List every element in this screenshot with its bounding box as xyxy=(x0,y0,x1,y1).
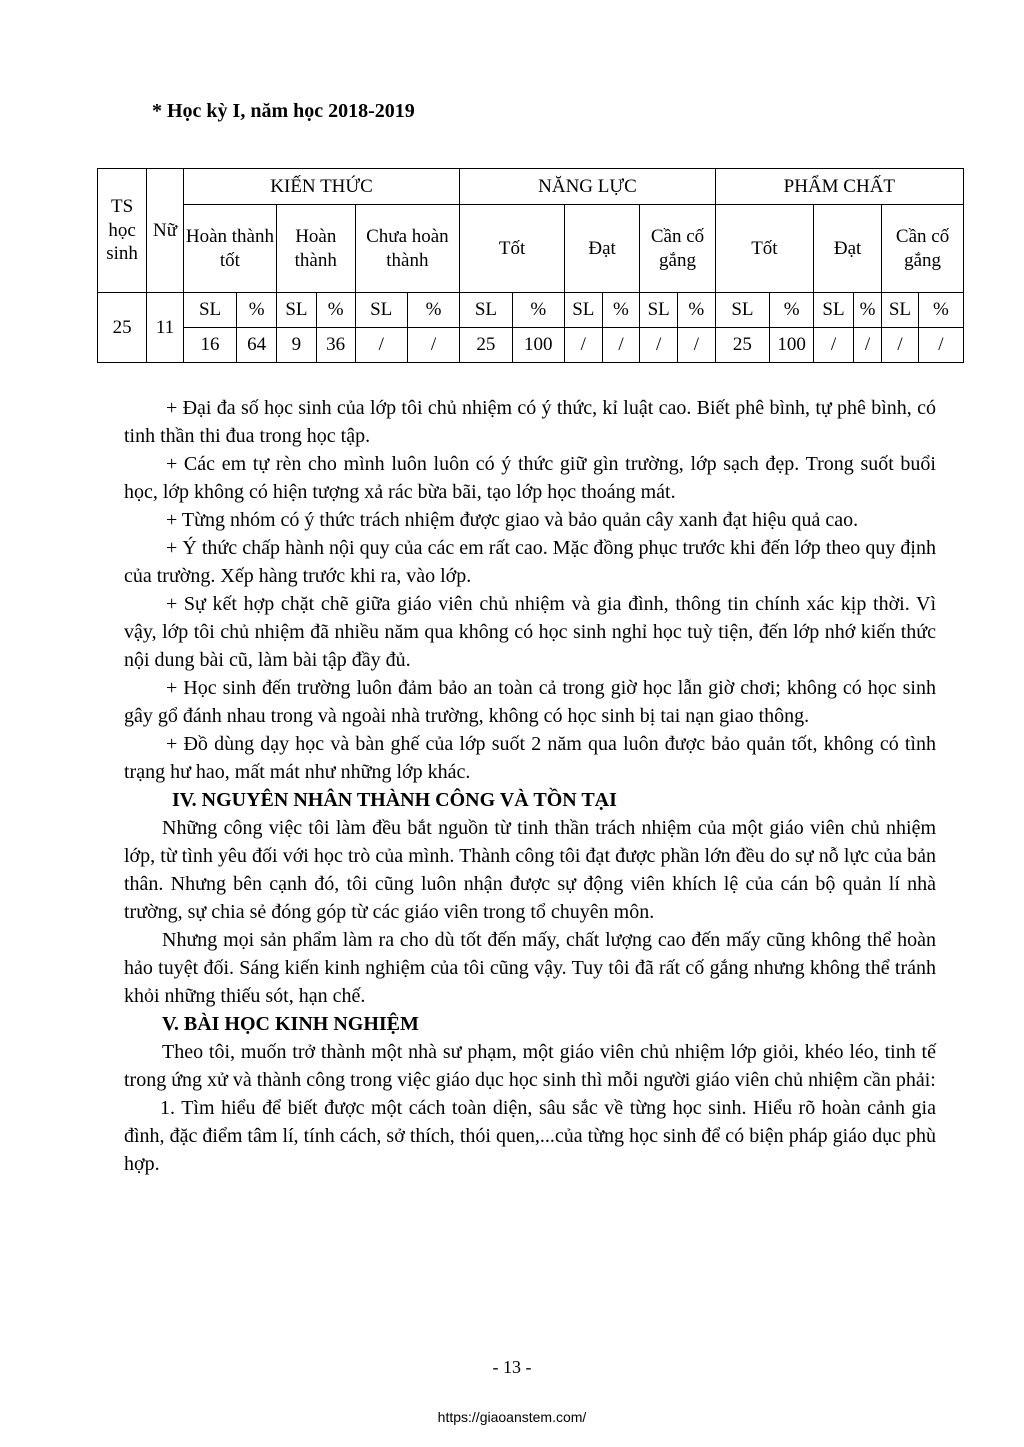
sub-pc-dat: Đạt xyxy=(814,205,882,293)
value-cell: 100 xyxy=(512,328,564,363)
unit-cell: % xyxy=(407,293,459,328)
value-cell: / xyxy=(918,328,963,363)
sub-chua-hoan-thanh: Chưa hoàn thành xyxy=(355,205,460,293)
unit-cell: SL xyxy=(882,293,919,328)
section-heading: * Học kỳ I, năm học 2018-2019 xyxy=(152,100,415,122)
unit-cell: SL xyxy=(355,293,407,328)
paragraph-tim-hieu: 1. Tìm hiểu để biết được một cách toàn diện, sâu sắc về từng học sinh. Hiểu rõ hoàn cảnh gia đình, đặc điểm tâm lí, tính cách, sở thích, thói quen,...của từng học sinh để có biện pháp giáo dục phù hợp. xyxy=(124,1097,936,1175)
nu-value: 11 xyxy=(147,293,184,363)
unit-cell: % xyxy=(918,293,963,328)
sub-nl-can-co-gang: Cần cố gắng xyxy=(640,205,715,293)
sub-hoan-thanh-tot: Hoàn thành tốt xyxy=(183,205,276,293)
value-cell: 16 xyxy=(183,328,236,363)
section-iv-heading: IV. NGUYÊN NHÂN THÀNH CÔNG VÀ TỒN TẠI xyxy=(172,789,617,811)
value-cell: 25 xyxy=(460,328,512,363)
grades-table xyxy=(97,168,964,363)
sub-nl-tot: Tốt xyxy=(460,205,565,293)
unit-cell: % xyxy=(853,293,881,328)
unit-cell: SL xyxy=(640,293,678,328)
footer-url: https://giaoanstem.com/ xyxy=(437,1409,587,1425)
value-cell: / xyxy=(602,328,640,363)
value-cell: / xyxy=(640,328,678,363)
sub-hoan-thanh: Hoàn thành xyxy=(277,205,356,293)
value-cell: / xyxy=(882,328,919,363)
value-cell: 25 xyxy=(715,328,769,363)
paragraph-giu-gin: + Các em tự rèn cho mình luôn luôn có ý thức giữ gìn trường, lớp sạch đẹp. Trong suốt buổi học, lớp không có hiện tượng xả rác bừa bãi, tạo lớp học thoáng mát. xyxy=(124,453,936,503)
sub-pc-can-co-gang: Cần cố gắng xyxy=(882,205,964,293)
page-number: - 13 - xyxy=(492,1357,532,1377)
paragraph-an-toan: + Học sinh đến trường luôn đảm bảo an toàn cả trong giờ học lẫn giờ chơi; không có học sinh gây gổ đánh nhau trong và ngoài nhà trường, không có học sinh bị tai nạn giao thông. xyxy=(124,677,936,727)
paragraph-han-che: Nhưng mọi sản phẩm làm ra cho dù tốt đến mấy, chất lượng cao đến mấy cũng không thể hoàn hảo tuyệt đối. Sáng kiến kinh nghiệm của tôi cũng vậy. Tuy tôi đã rất cố gắng nhưng không thể tránh khỏi những thiếu sót, hạn chế. xyxy=(124,929,936,1007)
value-cell: 36 xyxy=(316,328,355,363)
paragraph-do-dung: + Đồ dùng dạy học và bàn ghế của lớp suốt 2 năm qua luôn được bảo quản tốt, không có tình trạng hư hao, mất mát như những lớp khác. xyxy=(124,733,936,783)
value-cell: / xyxy=(564,328,602,363)
value-cell: / xyxy=(853,328,881,363)
unit-cell: % xyxy=(237,293,277,328)
value-cell: 9 xyxy=(277,328,317,363)
group-pham-chat: PHẨM CHẤT xyxy=(715,169,963,205)
unit-cell: SL xyxy=(564,293,602,328)
value-cell: / xyxy=(678,328,716,363)
value-cell: / xyxy=(814,328,854,363)
unit-cell: SL xyxy=(715,293,769,328)
paragraph-noi-quy: + Ý thức chấp hành nội quy của các em rất cao. Mặc đồng phục trước khi đến lớp theo quy định của trường. Xếp hàng trước khi ra, vào lớp. xyxy=(124,537,936,587)
unit-cell: % xyxy=(316,293,355,328)
group-nang-luc: NĂNG LỰC xyxy=(460,169,715,205)
paragraph-theo-toi: Theo tôi, muốn trở thành một nhà sư phạm, một giáo viên chủ nhiệm lớp giỏi, khéo léo, tinh tế trong ứng xử và thành công trong việc giáo dục học sinh thì mỗi người giáo viên chủ nhiệm cần phải: xyxy=(124,1041,936,1091)
sub-pc-tot: Tốt xyxy=(715,205,813,293)
unit-cell: % xyxy=(678,293,716,328)
unit-cell: SL xyxy=(183,293,236,328)
paragraph-nguyen-nhan: Những công việc tôi làm đều bắt nguồn từ tinh thần trách nhiệm của một giáo viên chủ nhiệm lớp, từ tình yêu đối với học trò của mình. Thành công tôi đạt được phần lớn đều do sự nỗ lực của bản thân. Nhưng bên cạnh đó, tôi cũng luôn nhận được sự động viên khích lệ của cán bộ quản lí nhà trường, sự chia sẻ đóng góp từ các giáo viên trong tổ chuyên môn. xyxy=(124,817,936,923)
header-ts-hoc-sinh: TS học sinh xyxy=(98,169,147,293)
value-cell: 64 xyxy=(237,328,277,363)
body-text xyxy=(124,394,936,1178)
paragraph-ky-luat: + Đại đa số học sinh của lớp tôi chủ nhiệm có ý thức, kỉ luật cao. Biết phê bình, tự phê bình, có tinh thần thi đua trong học tập. xyxy=(124,397,936,447)
unit-cell: SL xyxy=(460,293,512,328)
sub-nl-dat: Đạt xyxy=(564,205,639,293)
unit-cell: % xyxy=(602,293,640,328)
paragraph-gia-dinh: + Sự kết hợp chặt chẽ giữa giáo viên chủ nhiệm và gia đình, thông tin chính xác kịp thời. Vì vậy, lớp tôi chủ nhiệm đã nhiều năm qua không có học sinh nghỉ học tuỳ tiện, đến lớp nhớ kiến thức nội dung bài cũ, làm bài tập đầy đủ. xyxy=(124,593,936,671)
section-v-heading: V. BÀI HỌC KINH NGHIỆM xyxy=(162,1013,419,1035)
value-cell: / xyxy=(407,328,459,363)
value-cell: 100 xyxy=(770,328,814,363)
group-kien-thuc: KIẾN THỨC xyxy=(183,169,459,205)
unit-cell: % xyxy=(512,293,564,328)
value-cell: / xyxy=(355,328,407,363)
unit-cell: SL xyxy=(814,293,854,328)
unit-cell: % xyxy=(770,293,814,328)
unit-cell: SL xyxy=(277,293,317,328)
header-nu: Nữ xyxy=(147,169,184,293)
ts-value: 25 xyxy=(98,293,147,363)
paragraph-cay-xanh: + Từng nhóm có ý thức trách nhiệm được giao và bảo quản cây xanh đạt hiệu quả cao. xyxy=(166,509,859,531)
